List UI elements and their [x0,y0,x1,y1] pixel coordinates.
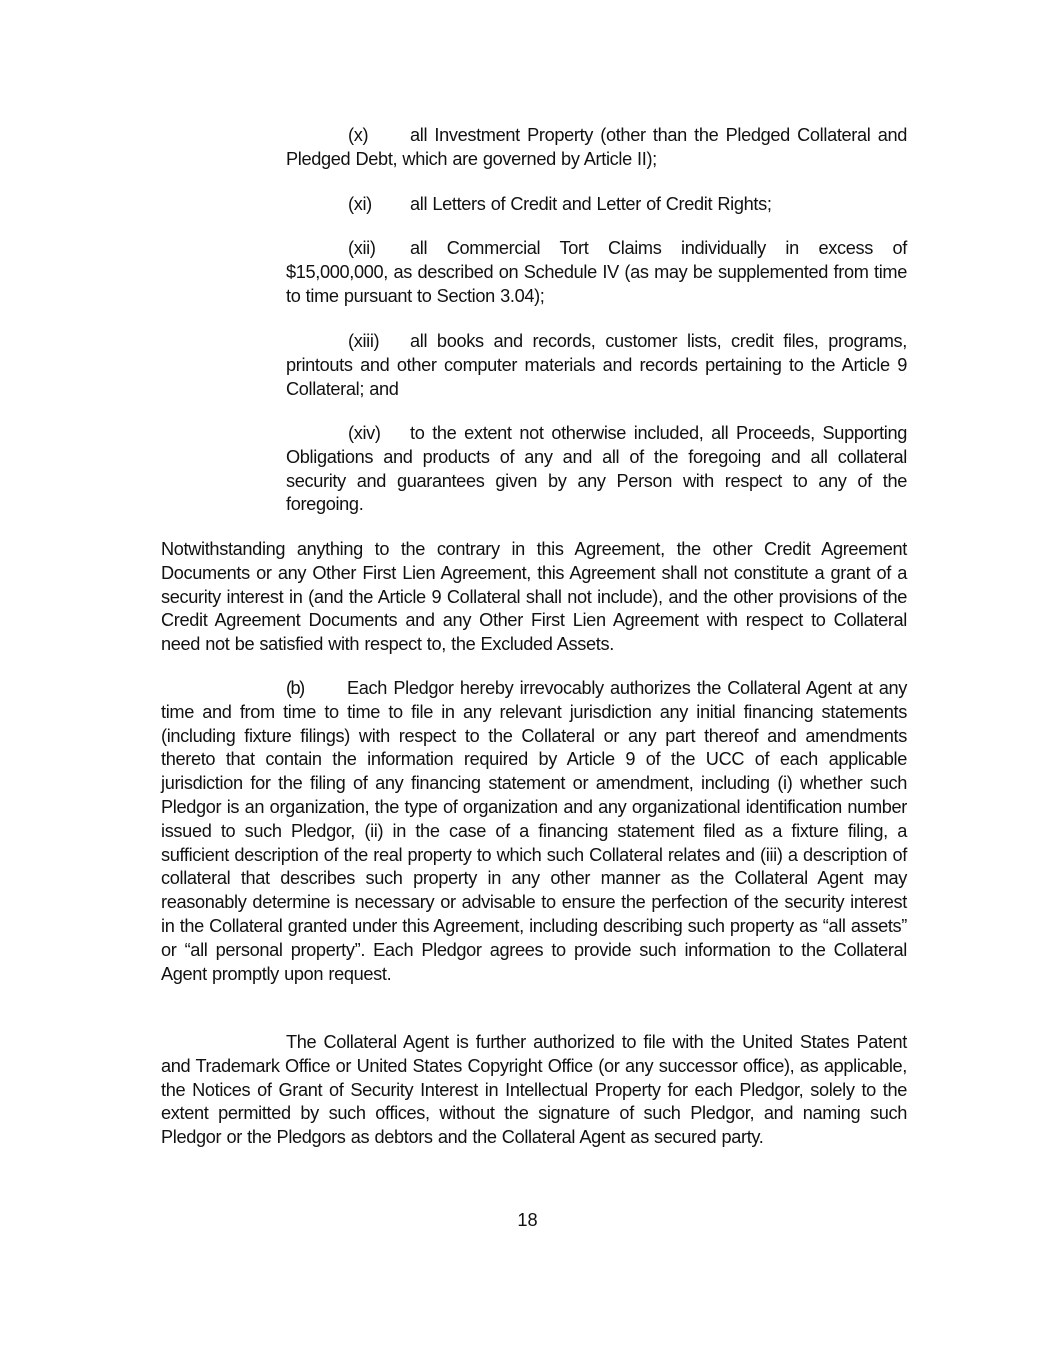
clause-text: all books and records, customer lists, credit files, programs, printouts and other computer materials and records pertaining to the Article 9 Collateral; and [286,331,907,399]
clause-marker: (x) [348,125,369,145]
clause-marker: (xiv) [348,423,381,443]
page-number: 18 [517,1210,538,1230]
clause-text: to the extent not otherwise included, all Proceeds, Supporting Obligations and products of any and all of the foregoing and all collateral security and guarantees given by any Person with respect to any of the foregoing. [286,423,907,515]
section-b-paragraph [161,677,907,986]
clause-xiv [286,422,907,517]
section-b-marker: (b) [286,678,304,698]
clause-text: all Commercial Tort Claims individually in excess of $15,000,000, as described on Schedule IV (as may be supplemented from time to time pursuant to Section 3.04); [286,238,907,306]
section-b-text: Each Pledgor hereby irrevocably authorizes the Collateral Agent at any time and from time to time to file in any relevant jurisdiction any initial financing statements (including fixture filings) with respect to the Collateral or any part thereof and amendments thereto that contain the information required by Article 9 of the UCC of each applicable jurisdiction for the filing of any financing statement or amendment, including (i) whether such Pledgor is an organization, the type of organization and any organizational identification number issued to such Pledgor, (ii) in the case of a financing statement filed as a fixture filing, a sufficient description of the real property to which such Collateral relates and (iii) a description of collateral that describes such property in any other manner as the Collateral Agent may reasonably determine is necessary or advisable to ensure the perfection of the security interest in the Collateral granted under this Agreement, including describing such property as “all assets” or “all personal property”. Each Pledgor agrees to provide such information to the Collateral Agent promptly upon request. [161,678,907,984]
clause-marker: (xi) [348,194,372,214]
notwithstanding-paragraph: Notwithstanding anything to the contrary in this Agreement, the other Credit Agreement Documents or any Other First Lien Agreement, this Agreement shall not constitute a grant of a security interest in (and the Article 9 Collateral shall not include), and the other provisions of the Credit Agreement Documents and any Other First Lien Agreement with respect to Collateral need not be satisfied with respect to, the Excluded Assets. [161,539,907,655]
clause-text: all Investment Property (other than the Pledged Collateral and Pledged Debt, which are governed by Article II); [286,125,907,169]
clause-marker: (xiii) [348,331,380,351]
clause-x [286,124,907,172]
clause-marker: (xii) [348,238,376,258]
clause-xii [286,237,907,308]
clause-xiii [286,330,907,401]
clause-xi [286,193,907,217]
uspto-paragraph: The Collateral Agent is further authorized to file with the United States Patent and Trademark Office or United States Copyright Office (or any successor office), as applicable, the Notices of Grant of Security Interest in Intellectual Property for each Pledgor, solely to the extent permitted by such offices, without the signature of such Pledgor, and naming such Pledgor or the Pledgors as debtors and the Collateral Agent as secured party. [161,1032,907,1148]
clause-text: all Letters of Credit and Letter of Credit Rights; [410,194,772,214]
